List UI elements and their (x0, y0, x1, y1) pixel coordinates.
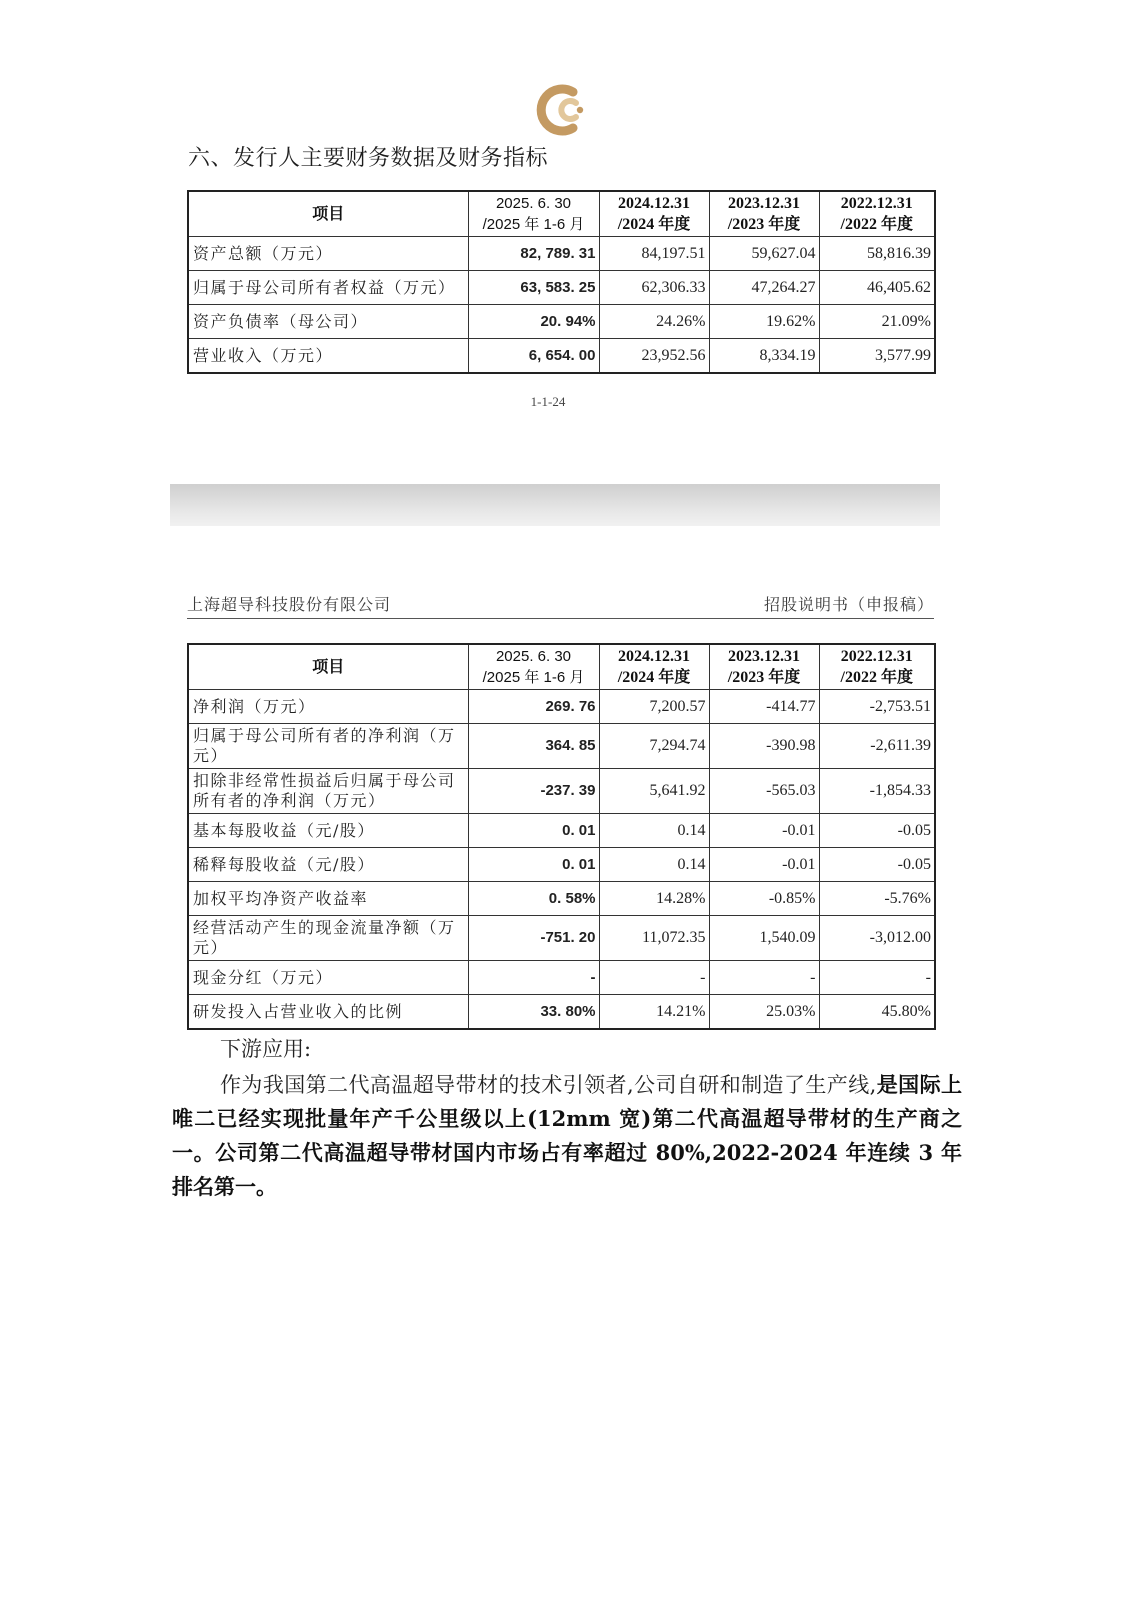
column-header-period (468, 644, 599, 690)
value-2023: -390.98 (709, 724, 819, 769)
value-2024: 14.28% (599, 882, 709, 916)
paragraph-bold-text: 是国际上唯二已经实现批量年产千公里级以上(12mm 宽)第二代高温超导带材的生产商之一。公司第二代高温超导带材国内市场占有率超过 80%,2022-2024 年连续 3 年排名第一。 (172, 1072, 963, 1199)
financial-table-1 (187, 190, 936, 374)
row-label: 稀释每股收益（元/股） (188, 848, 468, 882)
data-table (187, 643, 936, 1030)
value-2023: 25.03% (709, 995, 819, 1030)
table-row (188, 916, 935, 961)
value-2023: -565.03 (709, 769, 819, 814)
row-label: 基本每股收益（元/股） (188, 814, 468, 848)
column-header-item (188, 644, 468, 690)
header-row (188, 191, 935, 237)
table-row (188, 769, 935, 814)
table-row (188, 271, 935, 305)
value-2023: 19.62% (709, 305, 819, 339)
value-2023: -0.01 (709, 848, 819, 882)
value-2022: -0.05 (819, 814, 935, 848)
header-line: /2024 年度 (617, 669, 691, 686)
logo-outer-arc (541, 89, 573, 131)
value-2023: 59,627.04 (709, 237, 819, 271)
page-number: 1-1-24 (530, 394, 566, 409)
value-2025-h1: 0. 58% (468, 882, 599, 916)
value-2024: 84,197.51 (599, 237, 709, 271)
value-2024: 14.21% (599, 995, 709, 1030)
row-label: 经营活动产生的现金流量净额（万元） (188, 916, 468, 961)
company-logo (533, 80, 595, 140)
value-2024: 7,294.74 (599, 724, 709, 769)
value-2024: 7,200.57 (599, 690, 709, 724)
value-2025-h1: 269. 76 (468, 690, 599, 724)
running-header (187, 592, 934, 619)
value-2024: 0.14 (599, 848, 709, 882)
header-line: 项目 (312, 658, 345, 676)
column-header-period (819, 644, 935, 690)
company-name: 上海超导科技股份有限公司 (187, 595, 392, 614)
row-label: 研发投入占营业收入的比例 (188, 995, 468, 1030)
table-row (188, 237, 935, 271)
value-2022: -2,753.51 (819, 690, 935, 724)
value-2025-h1: - (468, 961, 599, 995)
header-line: 项目 (312, 205, 345, 223)
column-header-period (709, 644, 819, 690)
header-line: /2023 年度 (727, 669, 801, 686)
row-label: 加权平均净资产收益率 (188, 882, 468, 916)
value-2022: 45.80% (819, 995, 935, 1030)
value-2024: 5,641.92 (599, 769, 709, 814)
column-header-period (819, 191, 935, 237)
header-line: 2025. 6. 30 (495, 195, 572, 212)
value-2023: -0.01 (709, 814, 819, 848)
value-2023: -414.77 (709, 690, 819, 724)
value-2025-h1: 0. 01 (468, 814, 599, 848)
header-line: /2025 年 1-6 月 (482, 216, 585, 233)
value-2022: - (819, 961, 935, 995)
column-header-period (709, 191, 819, 237)
value-2024: 24.26% (599, 305, 709, 339)
header-line: 2024.12.31 (618, 648, 690, 665)
header-line: 2022.12.31 (840, 648, 913, 665)
column-header-period (599, 191, 709, 237)
value-2025-h1: 63, 583. 25 (468, 271, 599, 305)
data-table (187, 190, 936, 374)
value-2022: -3,012.00 (819, 916, 935, 961)
header-line: /2024 年度 (617, 216, 691, 233)
value-2023: 1,540.09 (709, 916, 819, 961)
table-row (188, 724, 935, 769)
value-2022: 3,577.99 (819, 339, 935, 374)
logo-inner-arc (561, 101, 576, 119)
header-line: 2022.12.31 (840, 195, 913, 212)
row-label: 资产负债率（母公司） (188, 305, 468, 339)
body-paragraph (172, 1068, 962, 1204)
value-2022: 21.09% (819, 305, 935, 339)
value-2025-h1: 6, 654. 00 (468, 339, 599, 374)
table-row (188, 690, 935, 724)
section-heading: 六、发行人主要财务数据及财务指标 (188, 146, 549, 171)
header-line: /2022 年度 (840, 216, 913, 233)
value-2024: 62,306.33 (599, 271, 709, 305)
value-2022: 58,816.39 (819, 237, 935, 271)
value-2024: 0.14 (599, 814, 709, 848)
value-2024: 23,952.56 (599, 339, 709, 374)
value-2022: -5.76% (819, 882, 935, 916)
value-2023: -0.85% (709, 882, 819, 916)
financial-table-2 (187, 643, 936, 1030)
value-2024: 11,072.35 (599, 916, 709, 961)
value-2023: 47,264.27 (709, 271, 819, 305)
table-row (188, 305, 935, 339)
logo-dot (577, 107, 583, 113)
subheading-downstream: 下游应用: (220, 1037, 312, 1061)
row-label: 资产总额（万元） (188, 237, 468, 271)
header-line: 2023.12.31 (728, 195, 800, 212)
page-separator-bar (170, 484, 940, 526)
header-line: /2025 年 1-6 月 (482, 669, 585, 686)
header-line: /2023 年度 (727, 216, 801, 233)
table-row (188, 848, 935, 882)
value-2025-h1: 33. 80% (468, 995, 599, 1030)
value-2025-h1: 0. 01 (468, 848, 599, 882)
header-line: 2024.12.31 (618, 195, 690, 212)
value-2025-h1: 82, 789. 31 (468, 237, 599, 271)
value-2022: -1,854.33 (819, 769, 935, 814)
value-2022: -2,611.39 (819, 724, 935, 769)
table-row (188, 995, 935, 1030)
value-2025-h1: -237. 39 (468, 769, 599, 814)
header-line: 2025. 6. 30 (495, 648, 572, 665)
row-label: 归属于母公司所有者的净利润（万元） (188, 724, 468, 769)
row-label: 营业收入（万元） (188, 339, 468, 374)
paragraph-normal-text: 作为我国第二代高温超导带材的技术引领者,公司自研和制造了生产线, (220, 1073, 877, 1097)
row-label: 净利润（万元） (188, 690, 468, 724)
value-2023: 8,334.19 (709, 339, 819, 374)
table-row (188, 814, 935, 848)
column-header-period (599, 644, 709, 690)
document-title: 招股说明书（申报稿） (763, 595, 934, 614)
value-2025-h1: 364. 85 (468, 724, 599, 769)
table-row (188, 882, 935, 916)
header-row (188, 644, 935, 690)
value-2022: -0.05 (819, 848, 935, 882)
table-row (188, 961, 935, 995)
value-2025-h1: -751. 20 (468, 916, 599, 961)
header-line: /2022 年度 (840, 669, 913, 686)
column-header-period (468, 191, 599, 237)
row-label: 扣除非经常性损益后归属于母公司所有者的净利润（万元） (188, 769, 468, 814)
value-2022: 46,405.62 (819, 271, 935, 305)
value-2023: - (709, 961, 819, 995)
column-header-item (188, 191, 468, 237)
value-2025-h1: 20. 94% (468, 305, 599, 339)
header-line: 2023.12.31 (728, 648, 800, 665)
table-row (188, 339, 935, 374)
row-label: 现金分红（万元） (188, 961, 468, 995)
row-label: 归属于母公司所有者权益（万元） (188, 271, 468, 305)
value-2024: - (599, 961, 709, 995)
